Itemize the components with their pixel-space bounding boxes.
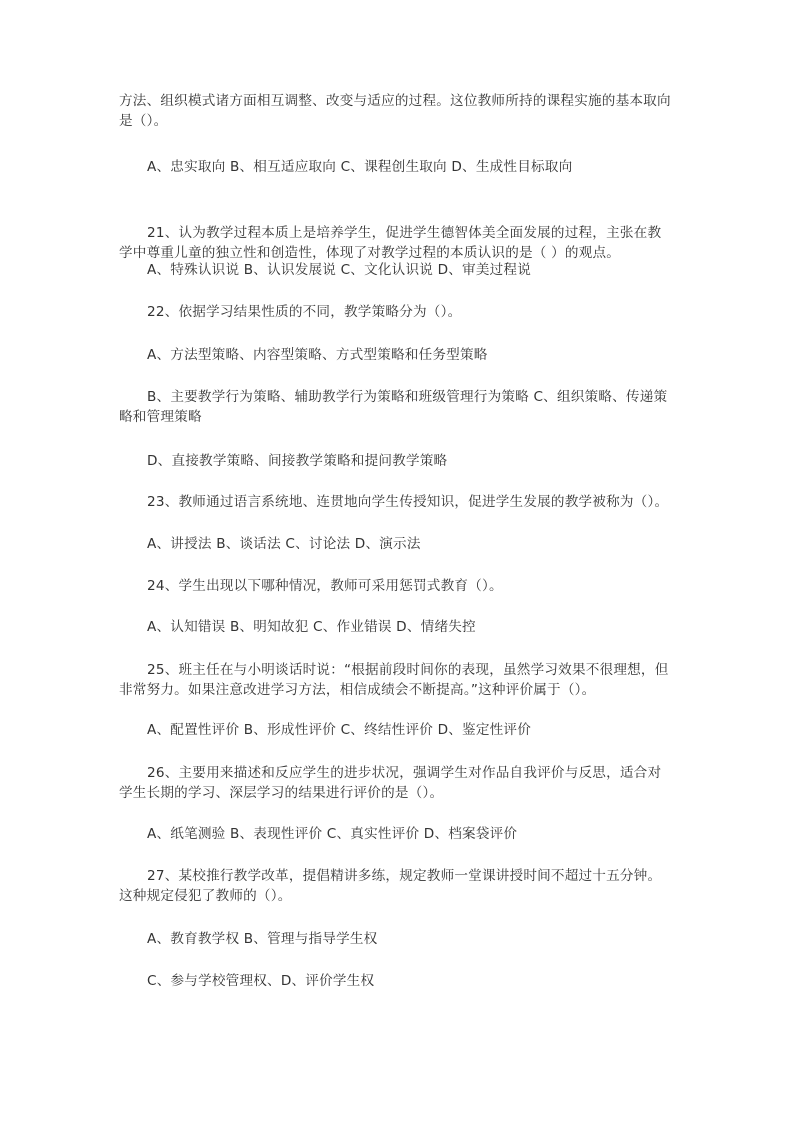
question-27: 27、某校推行教学改革，提倡精讲多练，规定教师一堂课讲授时间不超过十五分钟。这种规定侵犯了教师的（）。 — [119, 868, 662, 904]
option-22-a: A、方法型策略、内容型策略、方式型策略和任务型策略 — [147, 347, 488, 363]
question-25: 25、班主任在与小明谈话时说：“根据前段时间你的表现，虽然学习效果不很理想，但非常努力。如果注意改进学习方法，相信成绩会不断提高。”这种评价属于（）。 — [119, 662, 669, 698]
option-22-b-c: B、主要教学行为策略、辅助教学行为策略和班级管理行为策略 C、组织策略、传递策略和管理策略 — [119, 389, 668, 425]
question-24: 24、学生出现以下哪种情况，教师可采用惩罚式教育（）。 — [147, 578, 503, 594]
question-23: 23、教师通过语言系统地、连贯地向学生传授知识，促进学生发展的教学被称为（）。 — [147, 494, 669, 510]
options-question-26: A、纸笔测验 B、表现性评价 C、真实性评价 D、档案袋评价 — [147, 826, 518, 842]
options-question-20: A、忠实取向 B、相互适应取向 C、课程创生取向 D、生成性目标取向 — [147, 159, 573, 175]
paragraph-question-20-tail: 方法、组织模式诸方面相互调整、改变与适应的过程。这位教师所持的课程实施的基本取向是（）。 — [119, 93, 671, 129]
options-question-21: A、特殊认识说 B、认识发展说 C、文化认识说 D、审美过程说 — [147, 262, 531, 278]
option-22-d: D、直接教学策略、间接教学策略和提问教学策略 — [147, 453, 448, 469]
question-22: 22、依据学习结果性质的不同，教学策略分为（）。 — [147, 304, 462, 320]
option-27-c-d: C、参与学校管理权、D、评价学生权 — [147, 973, 375, 989]
options-question-25: A、配置性评价 B、形成性评价 C、终结性评价 D、鉴定性评价 — [147, 722, 531, 738]
question-21: 21、认为教学过程本质上是培养学生，促进学生德智体美全面发展的过程，主张在教学中尊重儿童的独立性和创造性，体现了对教学过程的本质认识的是（ ）的观点。 — [119, 225, 662, 261]
options-question-24: A、认知错误 B、明知故犯 C、作业错误 D、情绪失控 — [147, 619, 476, 635]
option-27-a-b: A、教育教学权 B、管理与指导学生权 — [147, 931, 378, 947]
options-question-23: A、讲授法 B、谈话法 C、讨论法 D、演示法 — [147, 536, 421, 552]
question-26: 26、主要用来描述和反应学生的进步状况，强调学生对作品自我评价与反思，适合对学生长期的学习、深层学习的结果进行评价的是（）。 — [119, 765, 662, 801]
